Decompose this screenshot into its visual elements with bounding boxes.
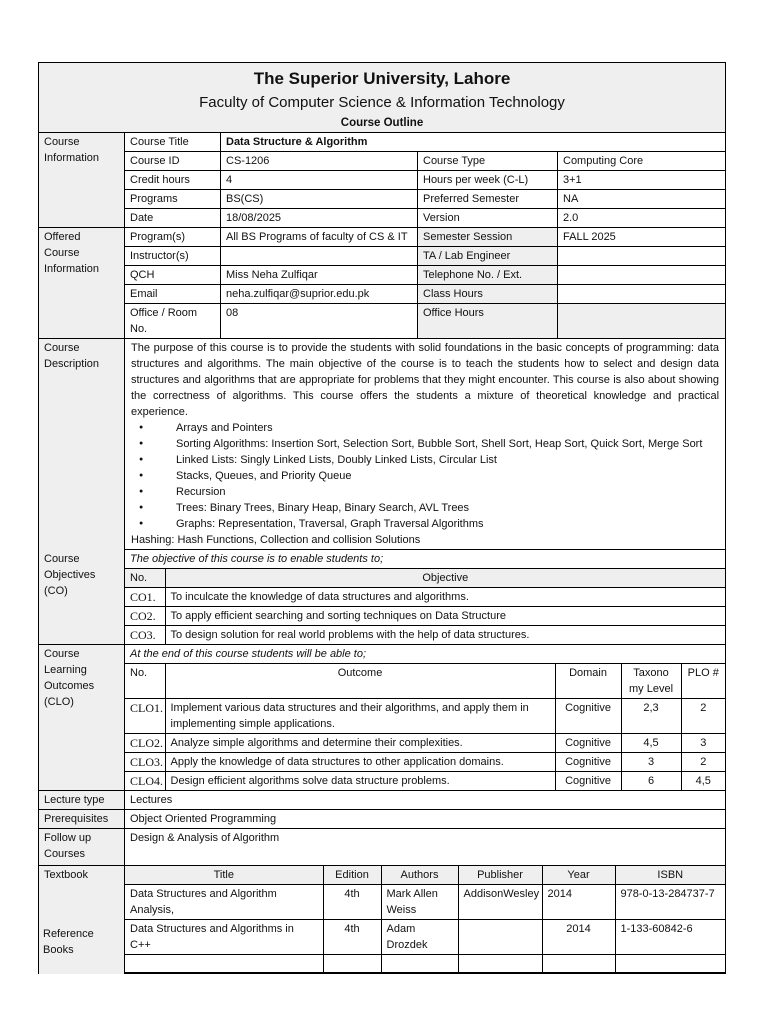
book-title: Data Structures and Algorithms in C++ [125, 920, 323, 955]
book-year [542, 955, 615, 973]
field-label: Telephone No. / Ext. [418, 266, 558, 285]
book-publisher [458, 955, 542, 973]
field-label: Course ID [125, 152, 221, 171]
field-label: Office Hours [418, 304, 558, 339]
column-header: Domain [555, 664, 621, 699]
description-paragraph: The purpose of this course is to provide the students with solid foundations in the basic concepts of programming: data structures and algorithms. The main objective of the course is to teach the students how to select and design data structures and algorithms that are appropriate for problems that they might encounter. This course is also about showing the correctness of algorithms. This course offers the students a mixture of theoretical knowledge and practical experience. [131, 342, 720, 418]
clo-label: Course Learning Outcomes (CLO) [39, 645, 125, 791]
list-item: ● Graphs: Representation, Traversal, Graph Traversal Algorithms [131, 516, 719, 532]
field-label: Course Type [418, 152, 558, 171]
clo-outcome: Implement various data structures and their algorithms, and apply them in implementing simple applications. [165, 699, 555, 734]
preferred-semester-value: NA [558, 190, 726, 209]
clo-domain: Cognitive [555, 699, 621, 734]
programs-offered-value: All BS Programs of faculty of CS & IT [221, 228, 418, 247]
clo-plo: 2 [681, 699, 725, 734]
list-item: ● Sorting Algorithms: Insertion Sort, Selection Sort, Bubble Sort, Shell Sort, Heap Sort, Quick Sort, Merge Sort [131, 436, 719, 452]
email-value: neha.zulfiqar@suprior.edu.pk [221, 285, 418, 304]
book-edition [323, 955, 381, 973]
field-label: Hours per week (C-L) [418, 171, 558, 190]
clo-outcome: Apply the knowledge of data structures to other application domains. [165, 753, 555, 772]
book-authors: Adam Drozdek [381, 920, 458, 955]
field-label: TA / Lab Engineer [418, 247, 558, 266]
course-description-body [125, 339, 726, 550]
objective-text: To apply efficient searching and sorting techniques on Data Structure [165, 607, 725, 626]
programs-value: BS(CS) [221, 190, 418, 209]
textbook-label: Textbook [39, 866, 125, 974]
clo-id: CLO3. [125, 753, 165, 772]
instructor-value [221, 247, 418, 266]
hours-per-week-value: 3+1 [558, 171, 726, 190]
column-header: Publisher [458, 866, 542, 885]
university-title: The Superior University, Lahore [253, 69, 511, 88]
book-edition: 4th [323, 885, 381, 920]
topic-list [131, 420, 719, 532]
field-label: QCH [125, 266, 221, 285]
book-authors: Mark Allen Weiss [381, 885, 458, 920]
course-outline-table [38, 62, 726, 974]
column-header: Edition [323, 866, 381, 885]
column-header: Objective [165, 569, 725, 588]
clo-block [125, 645, 726, 791]
clo-taxonomy: 6 [621, 772, 681, 791]
hashing-line: Hashing: Hash Functions, Collection and collision Solutions [131, 534, 421, 546]
list-item: ● Trees: Binary Trees, Binary Heap, Binary Search, AVL Trees [131, 500, 719, 516]
field-label: Programs [125, 190, 221, 209]
course-information-label: Course Information [39, 133, 125, 228]
lecture-type-label: Lecture type [39, 791, 125, 810]
column-header: Title [125, 866, 323, 885]
objectives-block [125, 550, 726, 645]
field-label: Credit hours [125, 171, 221, 190]
prerequisites-label: Prerequisites [39, 810, 125, 829]
lecture-type-value: Lectures [125, 791, 726, 810]
class-hours-value [558, 285, 726, 304]
course-type-value: Computing Core [558, 152, 726, 171]
book-authors [381, 955, 458, 973]
credit-hours-value: 4 [221, 171, 418, 190]
list-item: ● Stacks, Queues, and Priority Queue [131, 468, 719, 484]
book-publisher [458, 920, 542, 955]
column-header: Authors [381, 866, 458, 885]
column-header: PLO # [681, 664, 725, 699]
clo-id: CLO4. [125, 772, 165, 791]
list-item: ● Arrays and Pointers [131, 420, 719, 436]
clo-plo: 4,5 [681, 772, 725, 791]
book-title: Data Structures and Algorithm Analysis, [125, 885, 323, 920]
office-room-value: 08 [221, 304, 418, 339]
clo-intro: At the end of this course students will be able to; [125, 645, 725, 664]
field-label: Semester Session [418, 228, 558, 247]
column-header: Year [542, 866, 615, 885]
course-title-value: Data Structure & Algorithm [221, 133, 726, 152]
book-isbn: 978-0-13-284737-7 [615, 885, 725, 920]
field-label: Date [125, 209, 221, 228]
clo-taxonomy: 2,3 [621, 699, 681, 734]
telephone-value [558, 266, 726, 285]
objective-id: CO2. [125, 607, 165, 626]
clo-outcome: Analyze simple algorithms and determine their complexities. [165, 734, 555, 753]
books-block [125, 866, 726, 974]
objective-id: CO3. [125, 626, 165, 645]
book-isbn: 1-133-60842-6 [615, 920, 725, 955]
clo-outcome: Design efficient algorithms solve data structure problems. [165, 772, 555, 791]
list-item: ● Linked Lists: Singly Linked Lists, Doubly Linked Lists, Circular List [131, 452, 719, 468]
book-isbn [615, 955, 725, 973]
book-year: 2014 [542, 920, 615, 955]
clo-id: CLO2. [125, 734, 165, 753]
field-label: Email [125, 285, 221, 304]
book-edition: 4th [323, 920, 381, 955]
office-hours-value [558, 304, 726, 339]
course-objectives-label: Course Objectives (CO) [39, 550, 125, 645]
version-value: 2.0 [558, 209, 726, 228]
faculty-title: Faculty of Computer Science & Information Technology [199, 94, 565, 111]
column-header: No. [125, 664, 165, 699]
column-header: Outcome [165, 664, 555, 699]
ta-value [558, 247, 726, 266]
book-title [125, 955, 323, 973]
clo-domain: Cognitive [555, 734, 621, 753]
course-id-value: CS-1206 [221, 152, 418, 171]
field-label: Program(s) [125, 228, 221, 247]
field-label: Instructor(s) [125, 247, 221, 266]
objective-id: CO1. [125, 588, 165, 607]
clo-id: CLO1. [125, 699, 165, 734]
followup-label: Follow up Courses [39, 829, 125, 866]
objective-text: To inculcate the knowledge of data structures and algorithms. [165, 588, 725, 607]
followup-value: Design & Analysis of Algorithm [125, 829, 726, 866]
book-year: 2014 [542, 885, 615, 920]
course-outline-document [38, 62, 725, 974]
list-item: ● Recursion [131, 484, 719, 500]
qch-value: Miss Neha Zulfiqar [221, 266, 418, 285]
date-value: 18/08/2025 [221, 209, 418, 228]
semester-session-value: FALL 2025 [558, 228, 726, 247]
offered-course-information-label: Offered Course Information [39, 228, 125, 339]
reference-books-label: Reference Books [43, 928, 94, 956]
field-label: Version [418, 209, 558, 228]
course-description-label: Course Description [39, 339, 125, 550]
clo-plo: 3 [681, 734, 725, 753]
clo-domain: Cognitive [555, 772, 621, 791]
document-title: Course Outline [340, 117, 424, 129]
prerequisites-value: Object Oriented Programming [125, 810, 726, 829]
column-header: Taxono my Level [621, 664, 681, 699]
field-label: Course Title [125, 133, 221, 152]
field-label: Class Hours [418, 285, 558, 304]
book-publisher: AddisonWesley [458, 885, 542, 920]
clo-domain: Cognitive [555, 753, 621, 772]
clo-taxonomy: 3 [621, 753, 681, 772]
column-header: ISBN [615, 866, 725, 885]
column-header: No. [125, 569, 165, 588]
clo-taxonomy: 4,5 [621, 734, 681, 753]
field-label: Office / Room No. [125, 304, 221, 339]
objectives-intro: The objective of this course is to enable students to; [125, 550, 725, 569]
objective-text: To design solution for real world problems with the help of data structures. [165, 626, 725, 645]
clo-plo: 2 [681, 753, 725, 772]
field-label: Preferred Semester [418, 190, 558, 209]
